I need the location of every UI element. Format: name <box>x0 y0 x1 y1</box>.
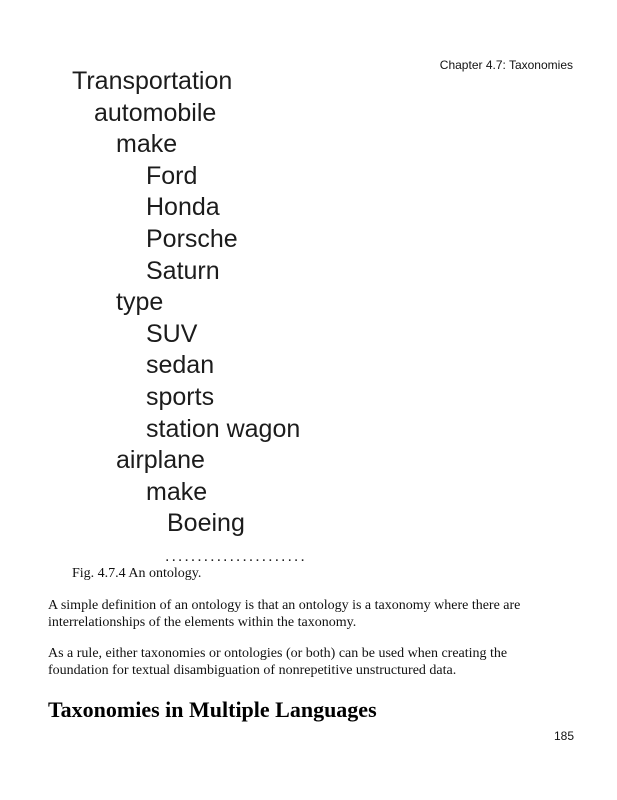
body-paragraph: As a rule, either taxonomies or ontologies (or both) can be used when creating the foundation for textual disambiguation of nonrepetitive unstructured data. <box>48 646 508 678</box>
tree-node-porsche: Porsche <box>146 225 238 253</box>
page-number: 185 <box>553 729 574 743</box>
tree-node-type: type <box>116 288 164 316</box>
tree-node-boeing: Boeing <box>167 509 245 537</box>
tree-node-airplane: airplane <box>116 446 205 474</box>
body-paragraph: A simple definition of an ontology is that an ontology is a taxonomy where there are interrelationships of the elements within the taxonomy. <box>48 598 521 630</box>
tree-node-suv: SUV <box>146 320 198 348</box>
tree-node-honda: Honda <box>146 193 220 221</box>
tree-node-transportation: Transportation <box>72 67 233 95</box>
section-heading: Taxonomies in Multiple Languages <box>48 697 377 722</box>
tree-continuation-ellipsis: ...................... <box>165 548 307 565</box>
tree-node-automobile: automobile <box>94 99 217 127</box>
tree-node-sedan: sedan <box>146 351 215 379</box>
tree-node-saturn: Saturn <box>146 257 220 285</box>
figure-caption: Fig. 4.7.4 An ontology. <box>72 566 202 581</box>
running-header: Chapter 4.7: Taxonomies <box>439 58 573 72</box>
tree-node-station-wagon: station wagon <box>146 415 301 443</box>
tree-node-sports: sports <box>146 383 215 411</box>
tree-node-automobile-make: make <box>116 130 178 158</box>
tree-node-ford: Ford <box>146 162 198 190</box>
tree-node-airplane-make: make <box>146 478 208 506</box>
